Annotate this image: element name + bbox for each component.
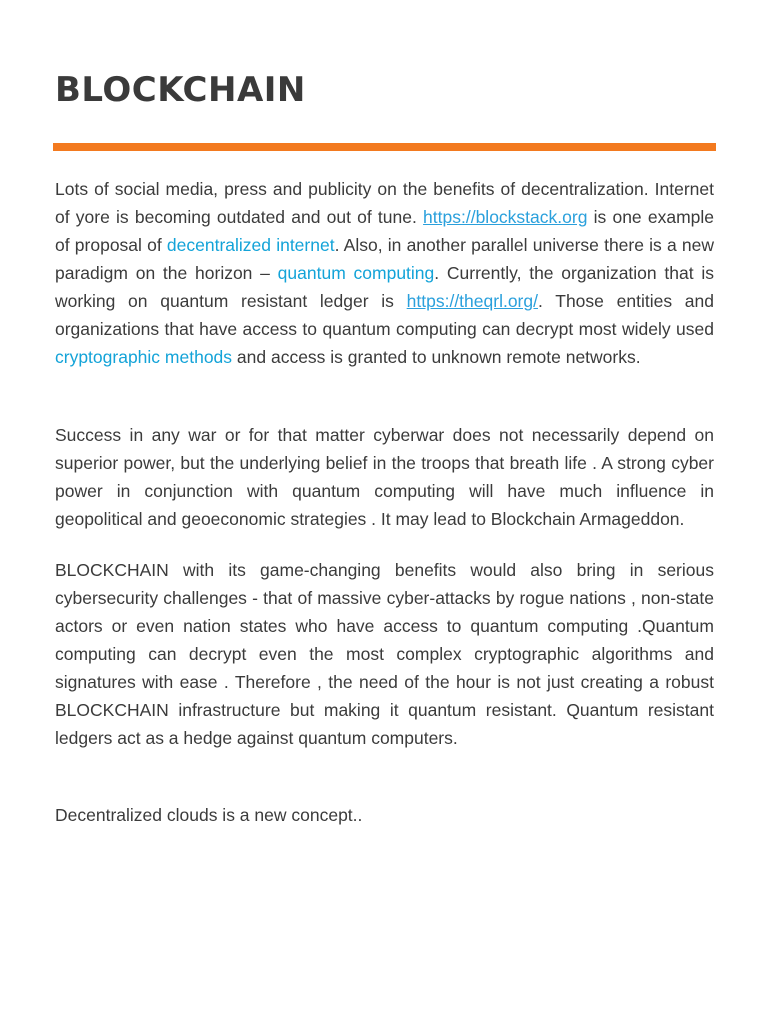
blockstack-link[interactable]: https://blockstack.org bbox=[423, 207, 588, 227]
cryptographic-methods-term[interactable]: cryptographic methods bbox=[55, 347, 233, 367]
decentralized-internet-term[interactable]: decentralized internet bbox=[166, 235, 335, 255]
accent-divider bbox=[53, 143, 716, 151]
paragraph-text: and access is granted to unknown remote networks. bbox=[232, 347, 641, 367]
page-title: BLOCKCHAIN bbox=[55, 70, 306, 110]
paragraph-text: . Also, in another parallel universe there is a new paradigm on the horizon – bbox=[55, 235, 715, 283]
theqrl-link[interactable]: https://theqrl.org/ bbox=[406, 291, 538, 311]
paragraph-text: . Those entities and organizations that have access to quantum computing can decrypt most widely used bbox=[55, 291, 714, 339]
paragraph-text: is one example of proposal of bbox=[55, 207, 714, 255]
paragraph-blockchain-challenges: BLOCKCHAIN with its game-changing benefits would also bring in serious cybersecurity challenges - that of massive cyber-attacks by rogue nations , non-state actors or even nation states who have access to quantum computing .Quantum computing can decrypt even the most complex cryptographic algorithms and signatures with ease . Therefore , the need of the hour is not just creating a robust BLOCKCHAIN infrastructure but making it quantum resistant. Quantum resistant ledgers act as a hedge against quantum computers. bbox=[55, 560, 714, 748]
paragraph-text: . Currently, the organization that is working on quantum resistant ledger is bbox=[55, 263, 714, 311]
paragraph-intro bbox=[55, 175, 714, 371]
paragraph-cyberwar: Success in any war or for that matter cyberwar does not necessarily depend on superior power, but the underlying belief in the troops that breath life . A strong cyber power in conjunction with quantum computing will have much influence in geopolitical and geoeconomic strategies . It may lead to Blockchain Armageddon. bbox=[55, 425, 714, 529]
paragraph-decentralized-clouds: Decentralized clouds is a new concept.. bbox=[55, 805, 363, 825]
quantum-computing-term[interactable]: quantum computing bbox=[277, 263, 435, 283]
paragraph-text: Lots of social media, press and publicity on the benefits of decentralization. Internet of yore is becoming outdated and out of tune. bbox=[55, 179, 714, 227]
